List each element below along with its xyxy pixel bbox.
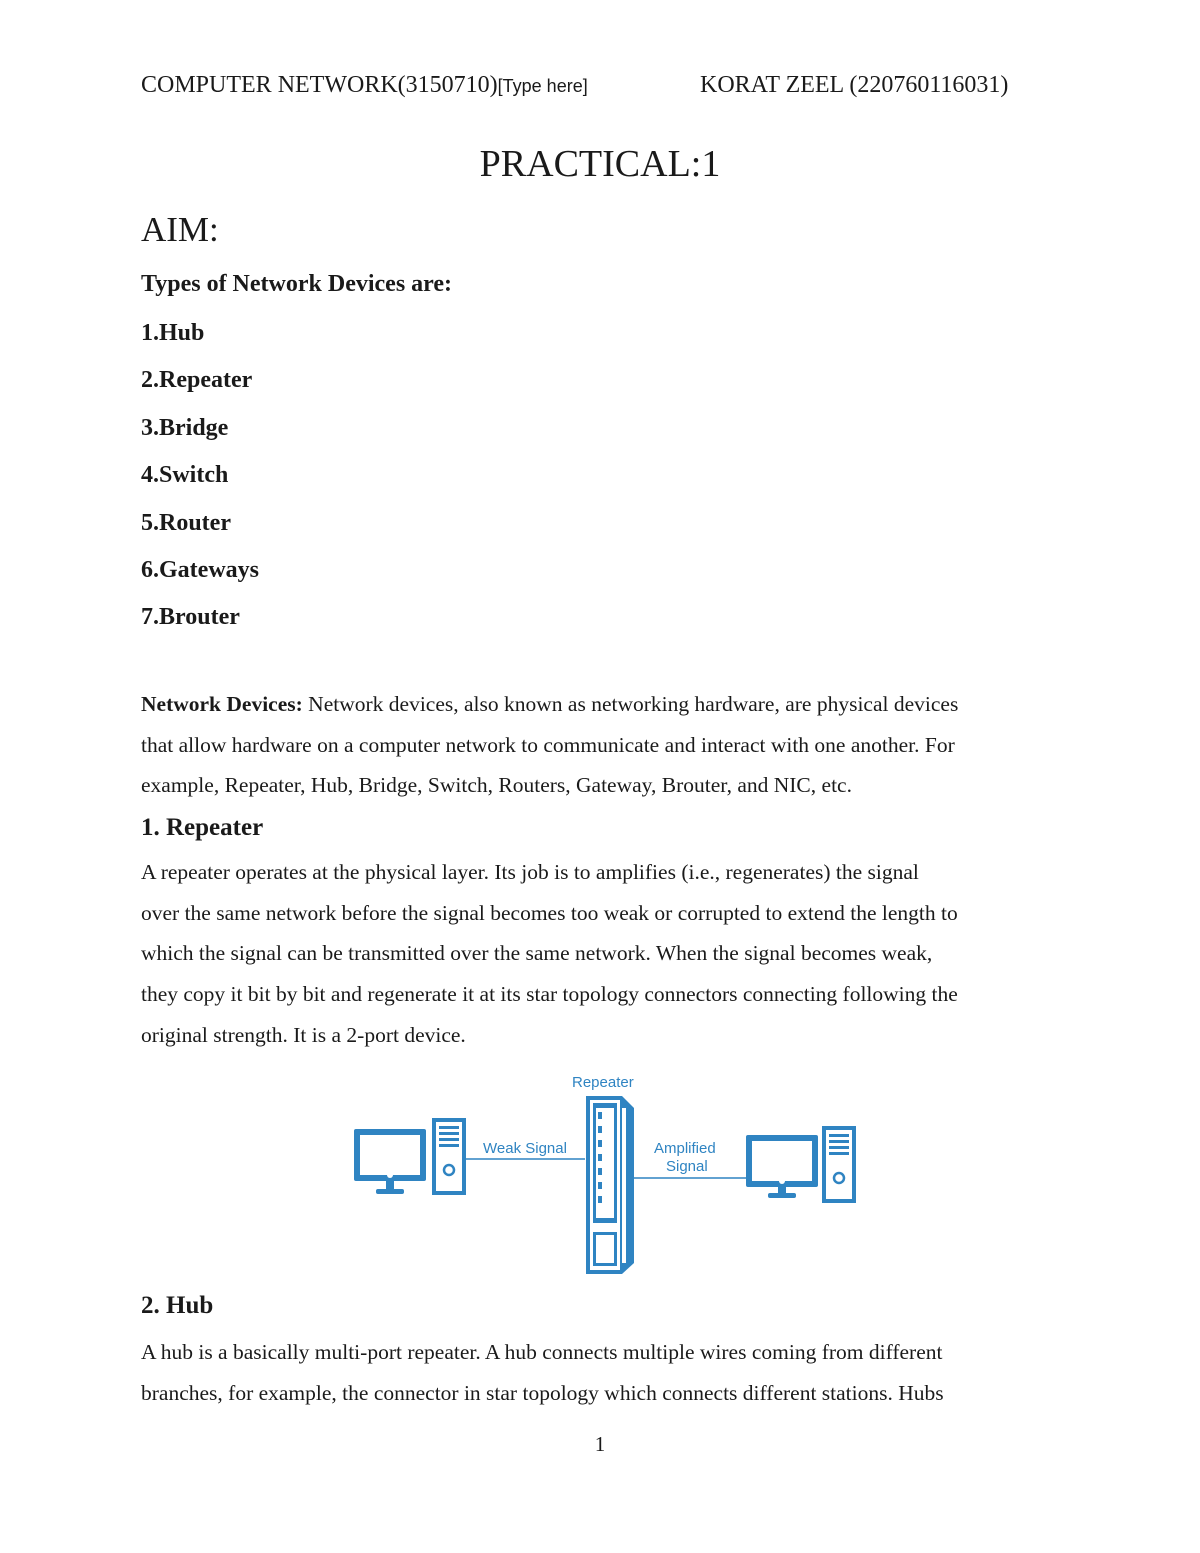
header-student: KORAT ZEEL (220760116031): [700, 72, 1009, 98]
device-list-item: 5.Router: [141, 510, 231, 536]
repeater-line: which the signal can be transmitted over the same network. When the signal becomes weak,: [141, 941, 933, 966]
device-list-item: 1.Hub: [141, 320, 205, 346]
device-list-item: 4.Switch: [141, 462, 229, 488]
page-title: PRACTICAL:1: [479, 143, 721, 185]
repeater-line: original strength. It is a 2-port device.: [141, 1022, 466, 1047]
device-list-item: 3.Bridge: [141, 415, 229, 441]
header-placeholder: [Type here]: [497, 76, 588, 96]
intro-text: Network devices, also known as networking hardware, are physical devices: [302, 692, 959, 716]
repeater-device-icon: [572, 1074, 634, 1274]
hub-line: A hub is a basically multi-port repeater. A hub connects multiple wires coming from different: [141, 1340, 943, 1364]
signal-label: Signal: [666, 1158, 708, 1175]
device-list-item: 2.Repeater: [141, 367, 253, 393]
repeater-line: they copy it bit by bit and regenerate it at its star topology connectors connecting following the: [141, 982, 958, 1007]
intro-line: that allow hardware on a computer network to communicate and interact with one another. For: [141, 732, 955, 757]
desktop-computer-icon: [354, 1118, 466, 1195]
intro-line: [141, 684, 1061, 725]
header-course-text: COMPUTER NETWORK(3150710): [141, 72, 498, 98]
weak-signal-label: Weak Signal: [483, 1140, 567, 1157]
types-heading: Types of Network Devices are:: [141, 271, 453, 297]
page-number: 1: [594, 1432, 606, 1456]
amplified-label: Amplified: [654, 1140, 716, 1157]
repeater-paragraph: [141, 852, 1061, 1056]
repeater-heading: 1. Repeater: [141, 814, 264, 841]
aim-label: AIM:: [141, 210, 219, 249]
repeater-diagram: [340, 1068, 880, 1280]
hub-line: branches, for example, the connector in star topology which connects different stations. Hubs: [141, 1380, 944, 1405]
header-course: [141, 72, 588, 99]
repeater-label: Repeater: [572, 1074, 634, 1091]
repeater-line: over the same network before the signal becomes too weak or corrupted to extend the length to: [141, 900, 958, 925]
intro-paragraph: [141, 684, 1061, 806]
device-list-item: 7.Brouter: [141, 604, 240, 630]
hub-heading: 2. Hub: [141, 1292, 214, 1319]
intro-label: Network Devices:: [141, 692, 303, 716]
repeater-line: A repeater operates at the physical layer. Its job is to amplifies (i.e., regenerates) the signal: [141, 860, 919, 884]
desktop-computer-icon: [746, 1126, 856, 1203]
hub-paragraph: [141, 1332, 1061, 1413]
device-list-item: 6.Gateways: [141, 557, 259, 583]
intro-line: example, Repeater, Hub, Bridge, Switch, Routers, Gateway, Brouter, and NIC, etc.: [141, 773, 852, 798]
